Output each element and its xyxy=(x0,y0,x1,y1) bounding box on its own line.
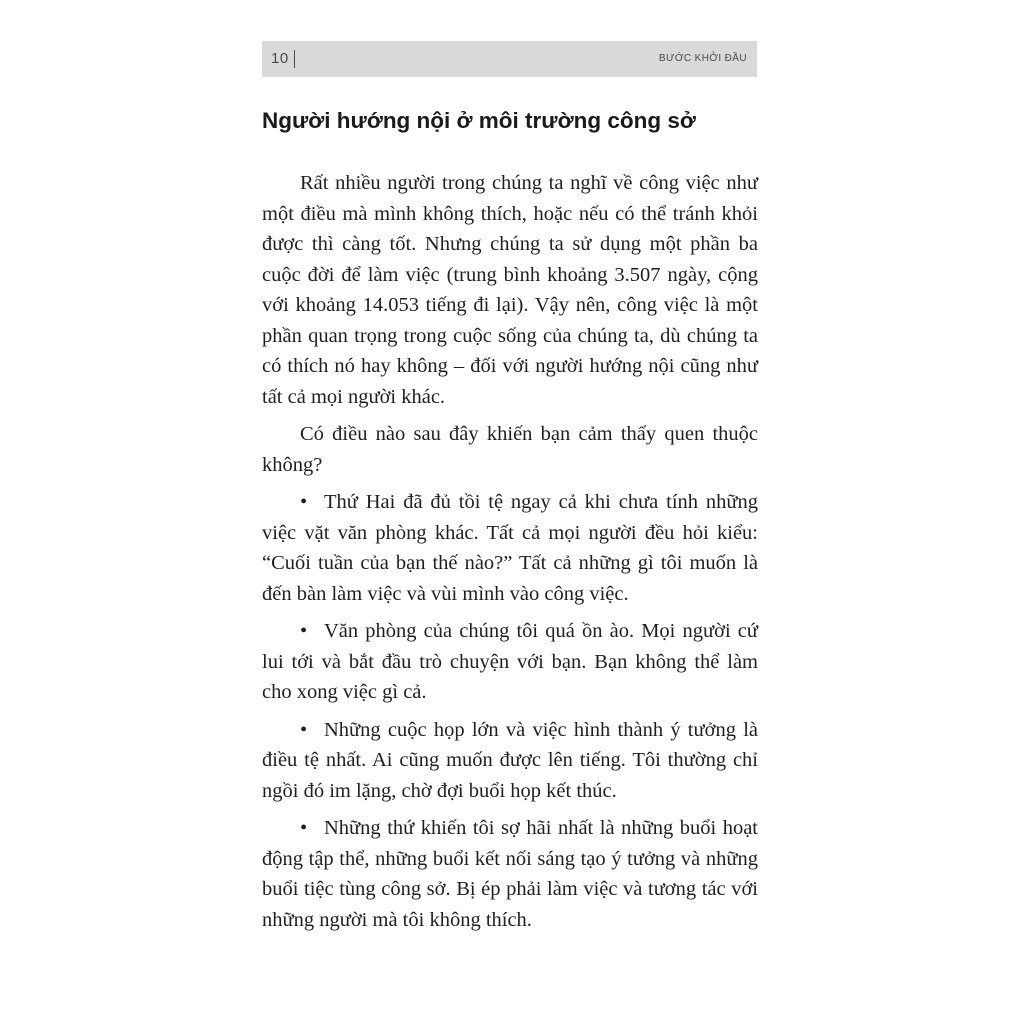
paragraph-question: Có điều nào sau đây khiến bạn cảm thấy quen thuộc không? xyxy=(262,423,758,476)
bullet-mark xyxy=(300,616,324,647)
bullet-item xyxy=(262,813,758,935)
bullet-text: Những cuộc họp lớn và việc hình thành ý tưởng là điều tệ nhất. Ai cũng muốn được lên tiếng. Tôi thường chỉ ngồi đó im lặng, chờ đợi buổi họp kết thúc. xyxy=(262,718,758,802)
bullet-mark xyxy=(300,715,324,746)
page-number: 10 xyxy=(271,50,289,67)
bullet-text: Thứ Hai đã đủ tồi tệ ngay cả khi chưa tính những việc vặt văn phòng khác. Tất cả mọi người đều hỏi kiểu: “Cuối tuần của bạn thế nào?” Tất cả những gì tôi muốn là đến bàn làm việc và vùi mình vào công việc. xyxy=(262,491,758,605)
bullet-text: Văn phòng của chúng tôi quá ồn ào. Mọi người cứ lui tới và bắt đầu trò chuyện với bạn. Bạn không thể làm cho xong việc gì cả. xyxy=(262,620,758,703)
bullet-item xyxy=(262,616,758,708)
paragraph-intro: Rất nhiều người trong chúng ta nghĩ về công việc như một điều mà mình không thích, hoặc nếu có thể tránh khỏi được thì càng tốt. Nhưng chúng ta sử dụng một phần ba cuộc đời để làm việc (trung bình khoảng 3.507 ngày, cộng với khoảng 14.053 tiếng đi lại). Vậy nên, công việc là một phần quan trọng trong cuộc sống của chúng ta, dù chúng ta có thích nó hay không – đối với người hướng nội cũng như tất cả mọi người khác. xyxy=(262,172,758,408)
bullet-item xyxy=(262,715,758,807)
running-head: BƯỚC KHỞI ĐẦU xyxy=(658,53,747,64)
section-title: Người hướng nội ở môi trường công sở xyxy=(262,108,696,133)
header-divider xyxy=(294,50,295,68)
bullet-text: Những thứ khiến tôi sợ hãi nhất là những buổi hoạt động tập thể, những buổi kết nối sáng tạo ý tưởng và những buổi tiệc tùng công sở. Bị ép phải làm việc và tương tác với những người mà tôi không thích. xyxy=(262,817,758,931)
bullet-mark xyxy=(300,813,324,844)
bullet-item xyxy=(262,487,758,609)
bullet-mark xyxy=(300,487,324,518)
body-text xyxy=(262,168,758,935)
page-header xyxy=(262,41,757,77)
